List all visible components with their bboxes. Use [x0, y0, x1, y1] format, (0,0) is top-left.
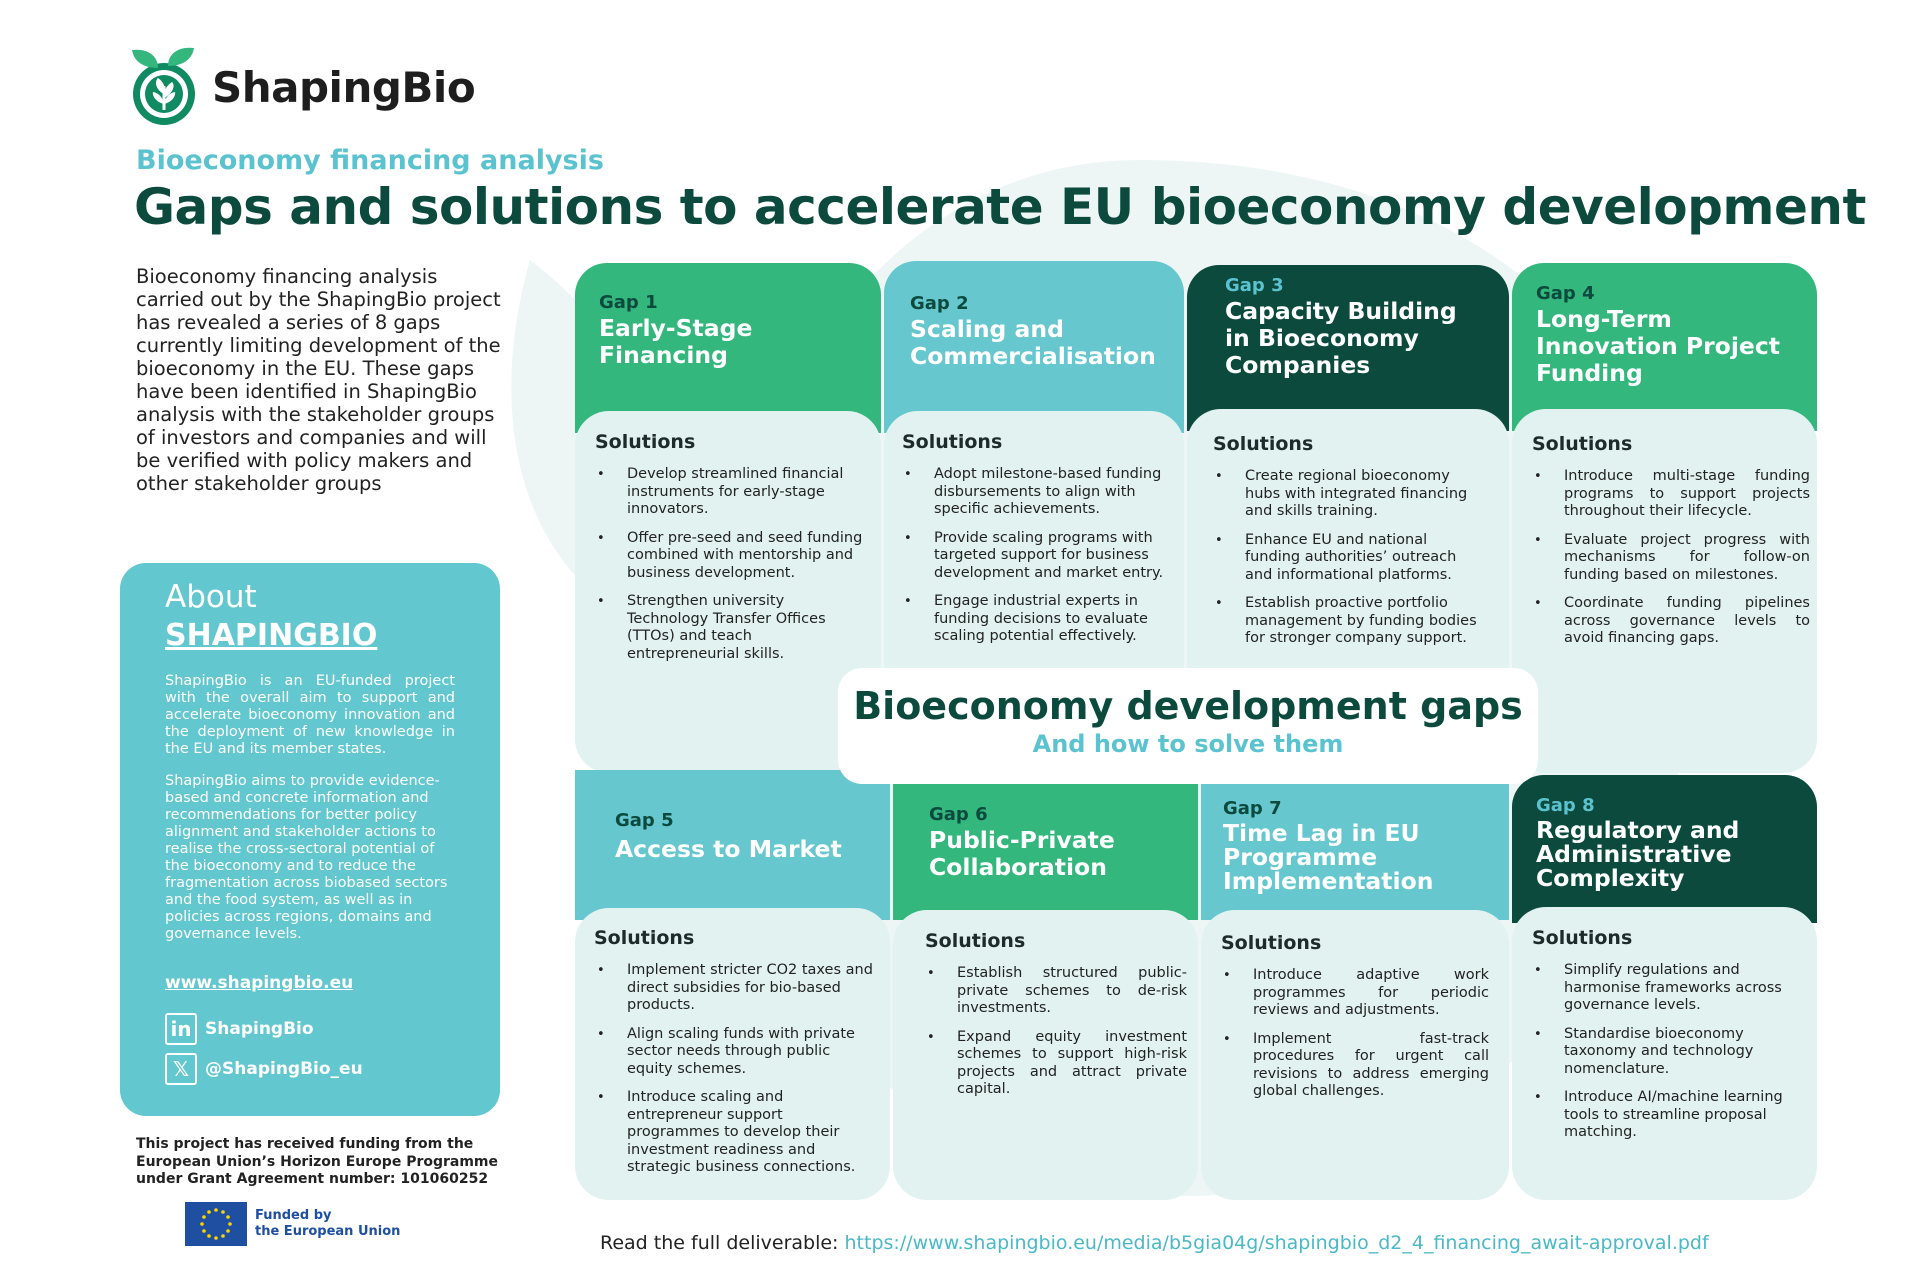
x-icon: 𝕏 — [165, 1053, 197, 1085]
gap-2-title: Scaling and Commercialisation — [910, 315, 1156, 370]
list-item: • Implement fast-track procedures for urgent call revisions to address emerging global challenges. — [1253, 1031, 1489, 1101]
gap-2-number: Gap 2 — [910, 293, 969, 314]
deliverable-link[interactable]: https://www.shapingbio.eu/media/b5gia04g/shapingbio_d2_4_financing_await-approval.pdf — [844, 1232, 1709, 1254]
list-item: • Adopt milestone-based funding disbursements to align with specific achievements. — [934, 466, 1178, 519]
gap-6-solutions-heading: Solutions — [925, 930, 1026, 952]
list-item: • Implement stricter CO2 taxes and direct subsidies for bio-based products. — [627, 962, 877, 1015]
eu-badge-line-1: Funded by — [255, 1208, 332, 1223]
list-item: • Expand equity investment schemes to support high-risk projects and attract private capital. — [957, 1029, 1187, 1099]
list-item: • Introduce adaptive work programmes for periodic reviews and adjustments. — [1253, 967, 1489, 1020]
funding-note: This project has received funding from the European Union’s Horizon Europe Programme under Grant Agreement number: 101060252 — [136, 1136, 499, 1187]
about-paragraph-2: ShapingBio aims to provide evidence-based and concrete information and recommendations for better policy alignment and stakeholder actions to realise the cross-sectoral potential of the bioeconomy and to reduce the fragmentation across biobased sectors and the food system, as well as in policies across regions, domains and governance levels. — [165, 773, 448, 942]
eu-flag-icon — [185, 1202, 247, 1246]
brand-name: ShapingBio — [212, 62, 476, 112]
gap-4-solutions — [1534, 468, 1810, 659]
linkedin-icon: in — [165, 1013, 197, 1045]
gap-card-5 — [575, 770, 890, 1200]
gap-2-solutions — [904, 466, 1178, 657]
gap-7-solutions — [1223, 967, 1489, 1112]
gap-3-number: Gap 3 — [1225, 275, 1284, 296]
list-item: • Introduce multi-stage funding programs to support projects throughout their lifecycle. — [1564, 468, 1810, 521]
gap-1-title: Early-Stage Financing — [599, 314, 753, 369]
list-item: • Establish structured public-private schemes to de-risk investments. — [957, 965, 1187, 1018]
list-item: • Engage industrial experts in funding decisions to evaluate scaling potential effectively. — [934, 593, 1178, 646]
gap-4-number: Gap 4 — [1536, 283, 1595, 304]
about-paragraph-1: ShapingBio is an EU-funded project with the overall aim to support and accelerate bioeconomy innovation and the deployment of new knowledge in the EU and its member states. — [165, 673, 455, 757]
gap-3-solutions — [1215, 468, 1485, 659]
list-item: • Align scaling funds with private sector needs through public equity schemes. — [627, 1026, 877, 1079]
gap-7-solutions-heading: Solutions — [1221, 932, 1322, 954]
x-label: @ShapingBio_eu — [205, 1059, 363, 1079]
gap-4-title: Long-Term Innovation Project Funding — [1536, 305, 1780, 387]
linkedin-label: ShapingBio — [205, 1019, 314, 1039]
about-heading: About — [165, 579, 257, 615]
list-item: • Evaluate project progress with mechanisms for follow-on funding based on milestones. — [1564, 532, 1810, 585]
about-panel — [120, 563, 500, 1116]
gap-1-number: Gap 1 — [599, 292, 658, 313]
list-item: • Standardise bioeconomy taxonomy and technology nomenclature. — [1564, 1026, 1804, 1079]
gap-8-solutions-heading: Solutions — [1532, 927, 1633, 949]
list-item: • Introduce AI/machine learning tools to streamline proposal matching. — [1564, 1089, 1804, 1142]
gap-card-4 — [1512, 263, 1817, 773]
list-item: • Develop streamlined financial instruments for early-stage innovators. — [627, 466, 863, 519]
gap-1-solutions-heading: Solutions — [595, 431, 696, 453]
list-item: • Offer pre-seed and seed funding combined with mentorship and business development. — [627, 530, 863, 583]
website-link[interactable]: www.shapingbio.eu — [165, 973, 354, 993]
list-item: • Create regional bioeconomy hubs with integrated financing and skills training. — [1245, 468, 1485, 521]
eu-funding-badge — [185, 1202, 400, 1246]
linkedin-link[interactable] — [165, 1013, 314, 1045]
gap-5-title: Access to Market — [615, 835, 842, 863]
gap-2-solutions-heading: Solutions — [902, 431, 1003, 453]
center-panel — [838, 668, 1538, 784]
intro-text: Bioeconomy financing analysis carried out by the ShapingBio project has revealed a series of 8 gaps currently limiting development of the bioeconomy in the EU. These gaps have been identified in ShapingBio analysis with the stakeholder groups of investors and companies and will be verified with policy makers and other stakeholder groups — [136, 265, 501, 495]
list-item: • Provide scaling programs with targeted support for business development and market entry. — [934, 530, 1178, 583]
gap-8-number: Gap 8 — [1536, 795, 1595, 816]
gap-card-6 — [893, 770, 1198, 1200]
list-item: • Enhance EU and national funding authorities’ outreach and informational platforms. — [1245, 532, 1485, 585]
gap-1-solutions — [597, 466, 863, 674]
gap-6-title: Public-Private Collaboration — [929, 826, 1115, 881]
gap-5-solutions — [597, 962, 877, 1188]
gap-5-number: Gap 5 — [615, 810, 674, 831]
list-item: • Coordinate funding pipelines across governance levels to avoid financing gaps. — [1564, 595, 1810, 648]
center-title: Bioeconomy development gaps — [853, 684, 1523, 728]
list-item: • Establish proactive portfolio management by funding bodies for stronger company support. — [1245, 595, 1485, 648]
gap-3-solutions-heading: Solutions — [1213, 433, 1314, 455]
gap-6-number: Gap 6 — [929, 804, 988, 825]
gap-card-8 — [1512, 775, 1817, 1200]
page-kicker: Bioeconomy financing analysis — [136, 145, 604, 176]
gap-card-1 — [575, 263, 881, 773]
gap-8-solutions — [1534, 962, 1804, 1153]
gap-7-title: Time Lag in EU Programme Implementation — [1223, 819, 1434, 895]
center-subtitle: And how to solve them — [1032, 730, 1344, 758]
gap-7-number: Gap 7 — [1223, 798, 1282, 819]
list-item: • Strengthen university Technology Transfer Offices (TTOs) and teach entrepreneurial skills. — [627, 593, 863, 663]
list-item: • Simplify regulations and harmonise frameworks across governance levels. — [1564, 962, 1804, 1015]
gap-5-solutions-heading: Solutions — [594, 927, 695, 949]
read-more-label: Read the full deliverable: — [600, 1232, 839, 1254]
read-more-line — [600, 1232, 1709, 1254]
gap-4-solutions-heading: Solutions — [1532, 433, 1633, 455]
about-brand: SHAPINGBIO — [165, 618, 378, 653]
leaf-logo-icon — [128, 46, 204, 128]
list-item: • Introduce scaling and entrepreneur support programmes to develop their investment readiness and strategic business connections. — [627, 1089, 877, 1177]
gap-8-title: Regulatory and Administrative Complexity — [1536, 816, 1740, 892]
gap-3-title: Capacity Building in Bioeconomy Companies — [1225, 297, 1457, 379]
x-link[interactable] — [165, 1053, 363, 1085]
gap-6-solutions — [927, 965, 1187, 1110]
page-title: Gaps and solutions to accelerate EU bioeconomy development — [134, 178, 1866, 236]
gap-card-7 — [1201, 770, 1509, 1200]
shapingbio-logo — [128, 46, 475, 128]
eu-badge-line-2: the European Union — [255, 1224, 401, 1239]
